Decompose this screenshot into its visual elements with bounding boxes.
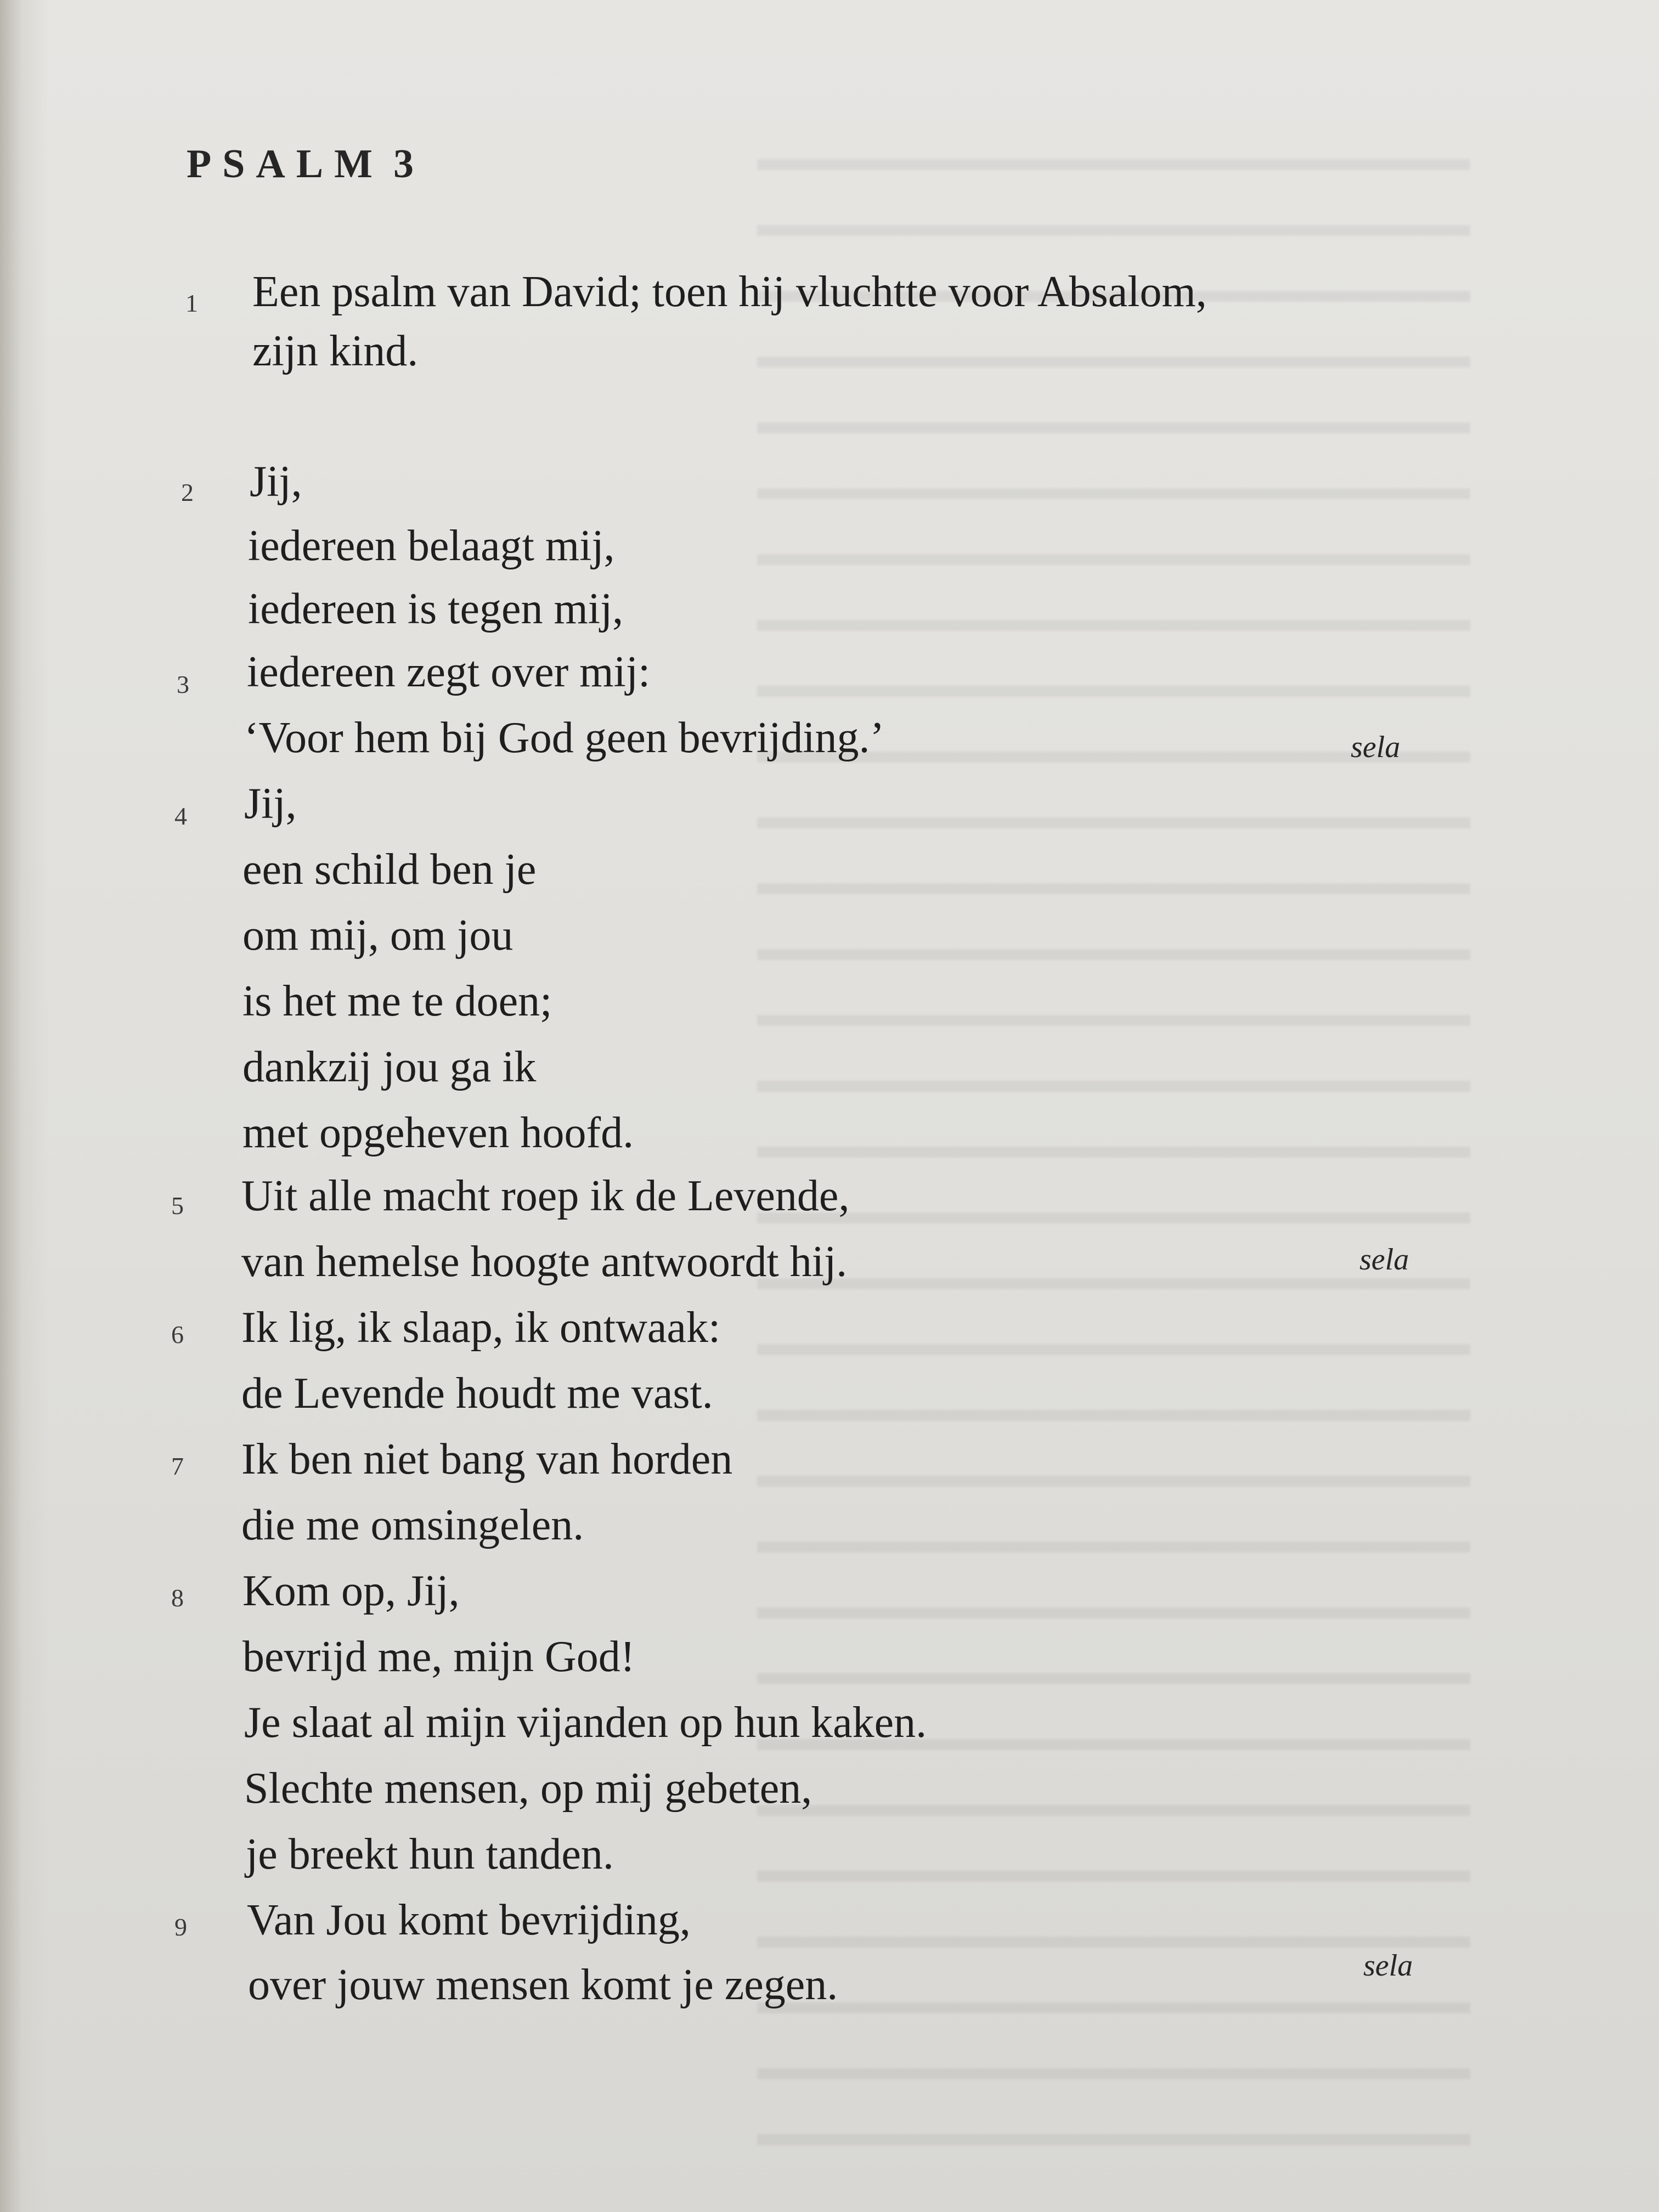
- verse-number: 7: [171, 1452, 184, 1480]
- verse-line: Jij,: [250, 458, 302, 506]
- verse-number: 4: [174, 802, 187, 830]
- verse-line: de Levende houdt me vast.: [241, 1369, 713, 1418]
- verse-line: Slechte mensen, op mij gebeten,: [244, 1764, 812, 1813]
- verse-line: Een psalm van David; toen hij vluchtte voor Absalom,: [252, 268, 1207, 316]
- verse-line: dankzij jou ga ik: [242, 1043, 537, 1091]
- sela-marker: sela: [1363, 1949, 1413, 1983]
- verse-line: Van Jou komt bevrijding,: [247, 1896, 691, 1944]
- verse-line: Ik lig, ik slaap, ik ontwaak:: [241, 1304, 721, 1352]
- verse-line: iedereen zegt over mij:: [247, 648, 651, 696]
- verse-line: Jij,: [244, 780, 297, 828]
- verse-line: je breekt hun tanden.: [246, 1830, 614, 1878]
- verse-line: Kom op, Jij,: [242, 1567, 460, 1615]
- verse-line: bevrijd me, mijn God!: [242, 1633, 635, 1681]
- verse-line: is het me te doen;: [242, 977, 552, 1025]
- verse-number: 2: [181, 478, 194, 506]
- sela-marker: sela: [1351, 730, 1401, 764]
- spine-shadow: [0, 0, 49, 2212]
- psalm-title-word: PSALM: [187, 142, 383, 187]
- verse-line: ‘Voor hem bij God geen bevrijding.’: [244, 714, 885, 762]
- verse-number: 5: [171, 1192, 184, 1220]
- sela-marker: sela: [1359, 1243, 1409, 1277]
- verse-number: 1: [185, 289, 198, 317]
- verse-line: die me omsingelen.: [241, 1501, 584, 1549]
- verse-number: 6: [171, 1321, 184, 1348]
- verse-number: 3: [177, 670, 189, 698]
- verse-line: Je slaat al mijn vijanden op hun kaken.: [244, 1699, 927, 1747]
- verse-line: zijn kind.: [252, 327, 419, 375]
- verse-line: van hemelse hoogte antwoordt hij.: [241, 1238, 848, 1286]
- verse-line: met opgeheven hoofd.: [242, 1109, 634, 1157]
- verse-line: Ik ben niet bang van horden: [241, 1435, 733, 1483]
- verse-line: om mij, om jou: [242, 911, 514, 960]
- psalm-title: [187, 142, 414, 187]
- verse-line: iedereen belaagt mij,: [248, 522, 615, 570]
- verse-line: iedereen is tegen mij,: [248, 585, 624, 633]
- verse-number: 9: [174, 1913, 187, 1941]
- verse-number: 8: [171, 1584, 184, 1612]
- verse-line: een schild ben je: [242, 845, 537, 894]
- psalm-title-number: 3: [393, 142, 414, 187]
- verse-line: over jouw mensen komt je zegen.: [248, 1961, 838, 2009]
- show-through-text: [757, 126, 1470, 2156]
- verse-line: Uit alle macht roep ik de Levende,: [241, 1172, 850, 1220]
